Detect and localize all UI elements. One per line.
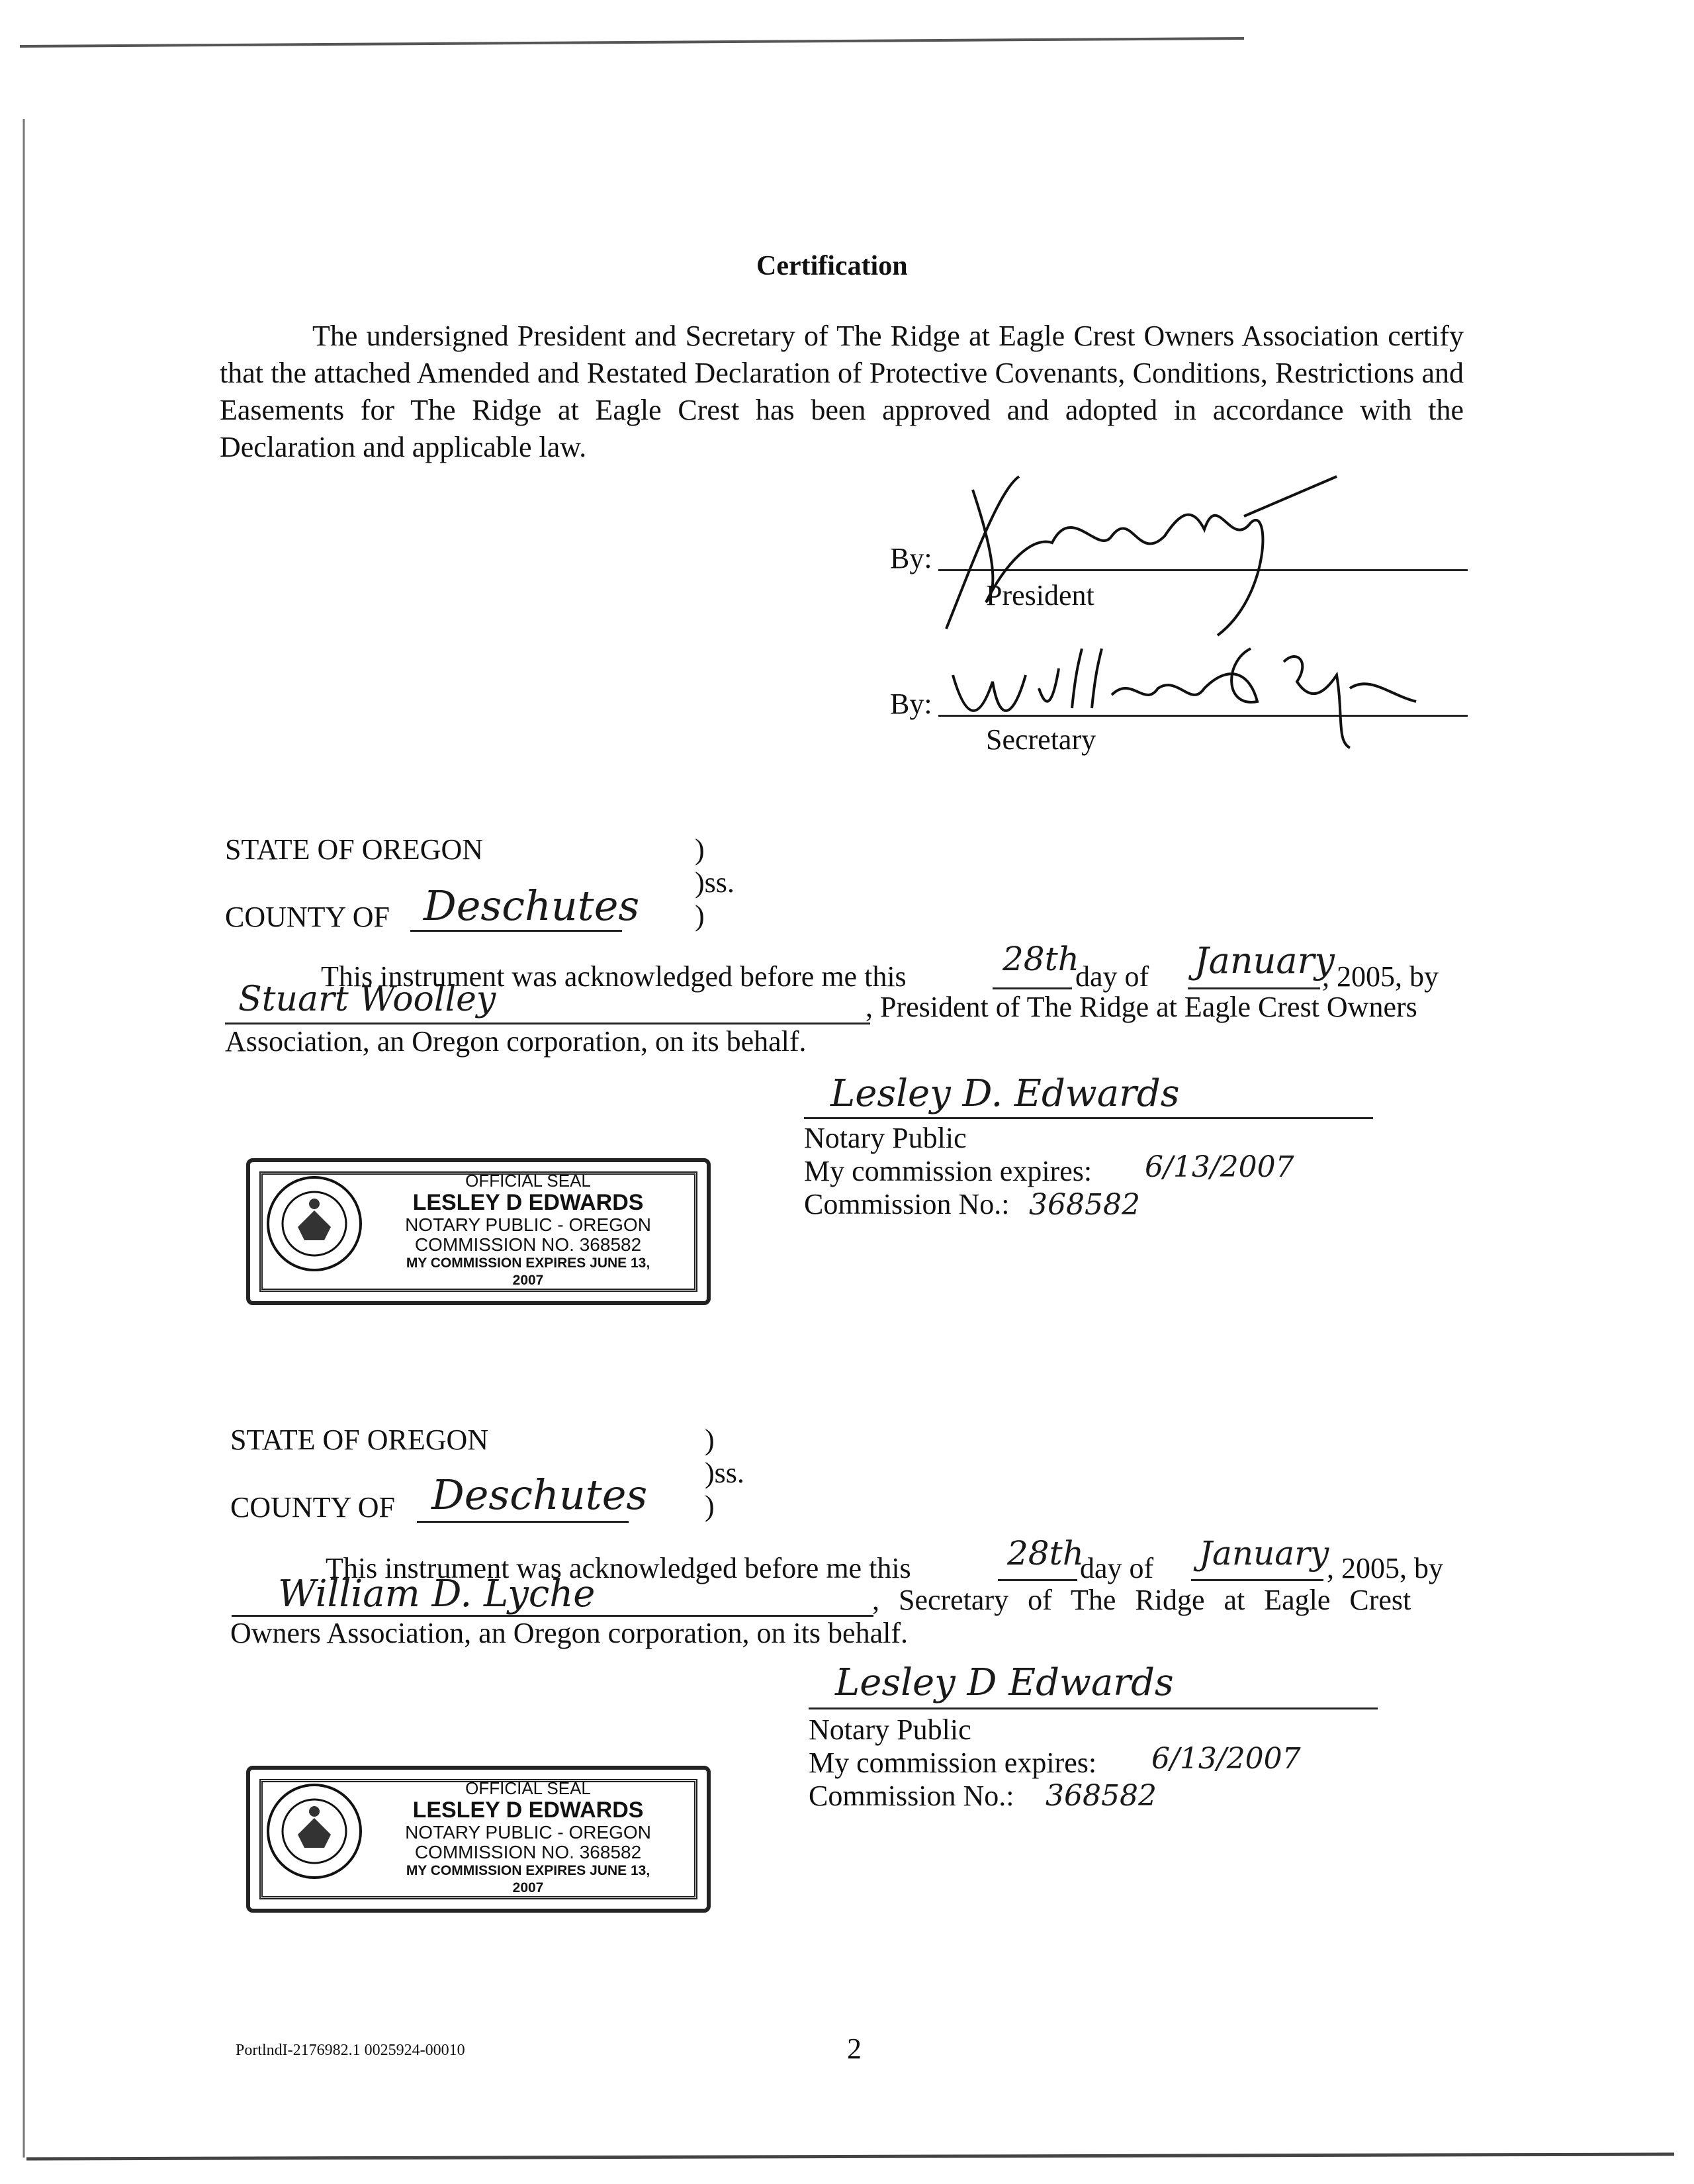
- notary1-notary-label: Notary Public: [804, 1122, 967, 1154]
- notary2-county: Deschutes: [431, 1471, 648, 1519]
- signature-by-label-secretary: By:: [890, 688, 932, 720]
- notary2-notary-label: Notary Public: [809, 1713, 971, 1746]
- notary1-year-by: , 2005, by: [1322, 960, 1439, 993]
- notary2-ss: )ss.: [705, 1457, 744, 1489]
- notary2-name: William D. Lyche: [278, 1572, 596, 1615]
- notary2-signature-line: [809, 1707, 1378, 1709]
- notary2-closing: Owners Association, an Oregon corporation, on its behalf.: [230, 1617, 908, 1649]
- notary1-paren-bottom: ): [695, 899, 705, 932]
- notary1-paren-top: ): [695, 833, 705, 866]
- notary1-signature-line: [804, 1117, 1373, 1119]
- notary2-county-label: COUNTY OF: [230, 1491, 395, 1524]
- notary2-month: January: [1199, 1534, 1329, 1572]
- notary2-commission-no: 368582: [1046, 1779, 1157, 1813]
- notary-seal-2: [246, 1766, 711, 1913]
- notary2-signature: Lesley D Edwards: [835, 1661, 1174, 1704]
- seal-text-block: [389, 1171, 667, 1289]
- notary2-commission-label: Commission No.:: [809, 1780, 1014, 1812]
- notary1-month: January: [1194, 940, 1335, 981]
- notary1-day: 28th: [1003, 940, 1079, 978]
- notary2-role-tail: , Secretary of The Ridge at Eagle Crest: [872, 1584, 1411, 1616]
- signature-role-president: President: [986, 579, 1094, 612]
- notary1-state: STATE OF OREGON: [225, 833, 484, 866]
- notary1-ss: )ss.: [695, 866, 735, 899]
- notary1-county-line: [410, 930, 622, 932]
- seal-line-2: LESLEY D EDWARDS: [412, 1190, 644, 1215]
- signature-role-secretary: Secretary: [986, 723, 1096, 756]
- notary2-year-by: , 2005, by: [1327, 1552, 1443, 1584]
- notary1-day-of: day of: [1075, 960, 1149, 993]
- notary1-ack-line: This instrument was acknowledged before me this: [321, 960, 907, 993]
- oregon-seal-icon: [265, 1174, 364, 1273]
- seal-line-3: NOTARY PUBLIC - OREGON: [405, 1822, 651, 1843]
- document-title: Certification: [756, 251, 908, 281]
- notary1-county: Deschutes: [424, 882, 640, 930]
- notary-seal-1: [246, 1158, 711, 1305]
- notary2-paren-bottom: ): [705, 1490, 715, 1522]
- seal-line-4: COMMISSION NO. 368582: [414, 1234, 642, 1255]
- notary1-county-label: COUNTY OF: [225, 901, 390, 933]
- seal-line-3: NOTARY PUBLIC - OREGON: [405, 1214, 651, 1235]
- signature-by-label-president: By:: [890, 542, 932, 574]
- notary1-signature: Lesley D. Edwards: [830, 1072, 1180, 1115]
- oregon-seal-icon: [265, 1782, 364, 1881]
- notary2-day: 28th: [1007, 1534, 1084, 1572]
- notary2-day-of: day of: [1080, 1552, 1154, 1584]
- notary1-commission-no: 368582: [1029, 1188, 1140, 1222]
- notary2-state: STATE OF OREGON: [230, 1424, 489, 1456]
- seal-line-4: COMMISSION NO. 368582: [414, 1842, 642, 1862]
- notary1-expires-label: My commission expires:: [804, 1155, 1092, 1187]
- seal-line-5: MY COMMISSION EXPIRES JUNE 13, 2007: [406, 1863, 650, 1895]
- seal-line-2: LESLEY D EDWARDS: [412, 1797, 644, 1823]
- notary2-expires-label: My commission expires:: [809, 1747, 1097, 1779]
- certification-paragraph: [220, 318, 1464, 466]
- certification-text: The undersigned President and Secretary of The Ridge at Eagle Crest Owners Association certify that the attached Amended and Restated Declaration of Protective Covenants, Conditions, Restrictions and Easements for The Ridge at Eagle Crest has been approved and adopted in accordance with the Declaration and applicable law.: [220, 320, 1464, 463]
- seal-line-1: OFFICIAL SEAL: [465, 1171, 591, 1191]
- notary1-name: Stuart Woolley: [238, 979, 496, 1019]
- notary2-ack-line: This instrument was acknowledged before me this: [326, 1552, 911, 1584]
- notary2-day-line: [998, 1579, 1077, 1581]
- notary1-closing: Association, an Oregon corporation, on its behalf.: [225, 1025, 807, 1058]
- notary1-role-tail: , President of The Ridge at Eagle Crest Owners: [866, 991, 1417, 1023]
- notary2-month-line: [1191, 1579, 1323, 1581]
- secretary-signature: [940, 622, 1443, 754]
- notary2-county-line: [417, 1521, 629, 1523]
- seal-text-block: [389, 1779, 667, 1897]
- footer-doc-id: PortlndI-2176982.1 0025924-00010: [236, 2042, 465, 2059]
- notary1-commission-label: Commission No.:: [804, 1188, 1010, 1220]
- notary1-expires: 6/13/2007: [1145, 1150, 1294, 1184]
- seal-line-5: MY COMMISSION EXPIRES JUNE 13, 2007: [406, 1255, 650, 1288]
- seal-line-1: OFFICIAL SEAL: [465, 1778, 591, 1798]
- notary2-paren-top: ): [705, 1424, 715, 1456]
- page-number: 2: [847, 2032, 862, 2065]
- notary2-expires: 6/13/2007: [1151, 1742, 1301, 1776]
